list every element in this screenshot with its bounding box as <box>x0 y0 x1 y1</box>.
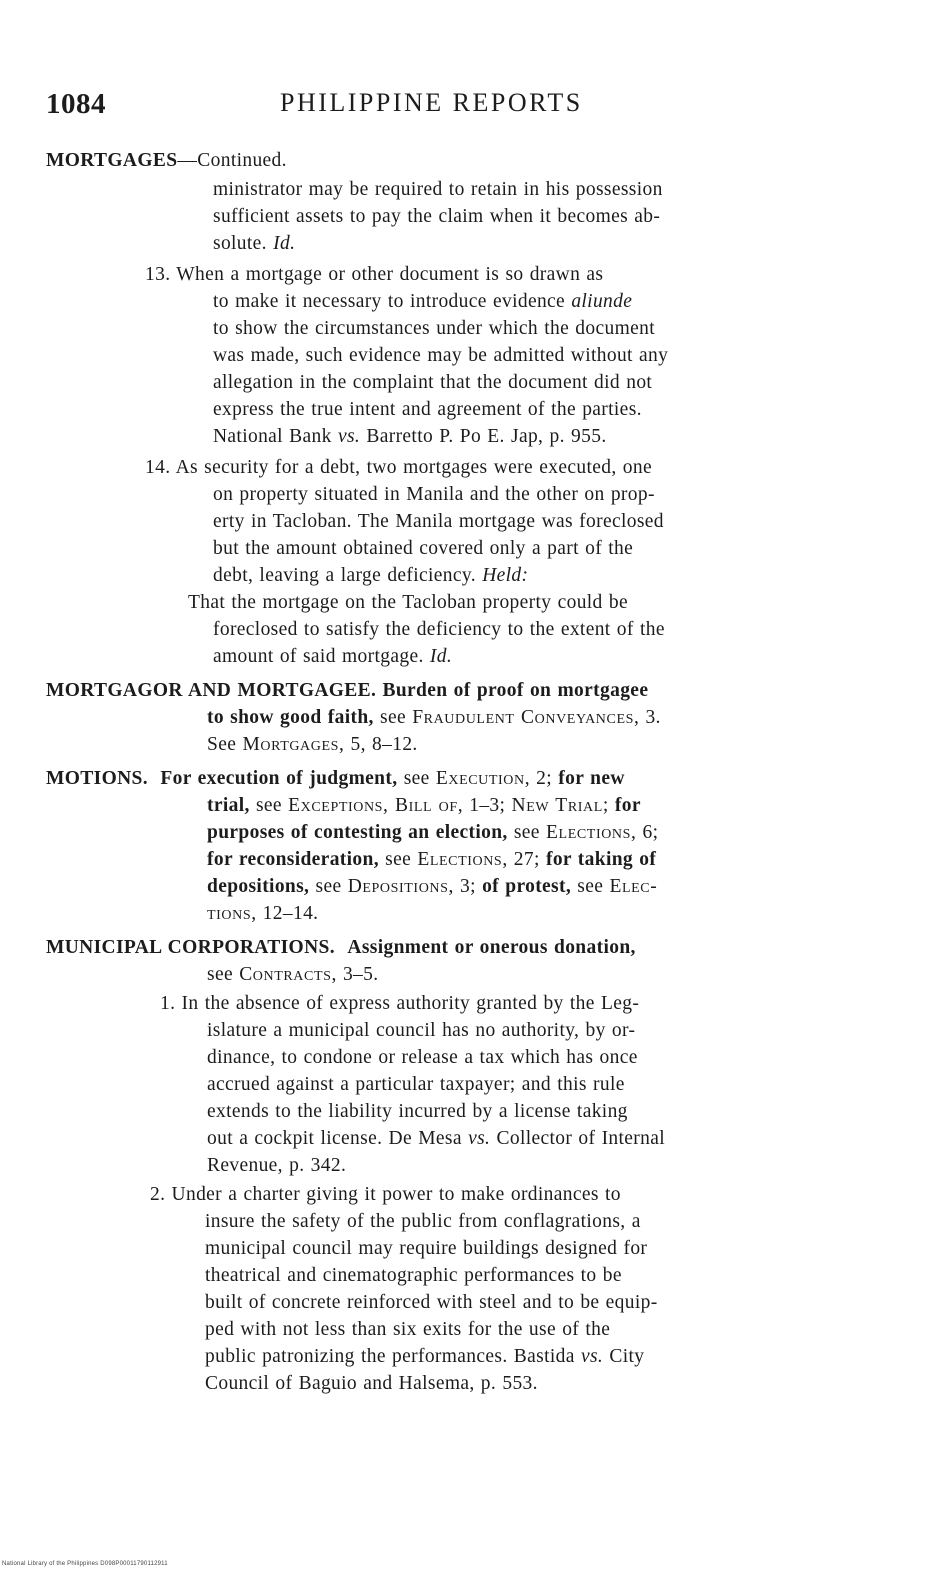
reference-number: , 5, 8–12. <box>339 734 418 755</box>
see-label: see <box>577 876 604 897</box>
held-label: Held: <box>482 565 529 586</box>
text-line <box>213 562 528 589</box>
text-line: foreclosed to satisfy the deficiency to the extent of the <box>213 619 665 640</box>
bold-subject: Assignment or onerous donation, <box>347 937 636 958</box>
see-label: See <box>207 734 237 755</box>
text-line: insure the safety of the public from conflagrations, a <box>205 1211 641 1232</box>
bold-subject: to show good faith, <box>207 707 374 728</box>
text-span: out a cockpit license. De Mesa <box>207 1128 462 1149</box>
bold-subject: for reconsideration, <box>207 849 379 870</box>
cross-reference: tions <box>207 903 252 924</box>
bold-subject: purposes of contesting an election, <box>207 822 508 843</box>
text-line: on property situated in Manila and the other on prop- <box>213 484 655 505</box>
text-span: amount of said mortgage. <box>213 646 424 667</box>
paragraph-14-line: 14. As security for a debt, two mortgages were executed, one <box>145 457 652 478</box>
entry-heading-line <box>46 147 287 174</box>
text-line <box>213 230 295 257</box>
text-span: debt, leaving a large deficiency. <box>213 565 476 586</box>
citation-id: Id. <box>273 233 296 254</box>
text-line: municipal council may require buildings designed for <box>205 1238 648 1259</box>
text-line <box>207 846 656 873</box>
text-line: express the true intent and agreement of the parties. <box>213 399 642 420</box>
text-line <box>207 704 661 731</box>
page-header <box>46 88 646 128</box>
entry-heading: MOTIONS. <box>46 768 148 789</box>
italic-term: aliunde <box>571 291 633 312</box>
text-line <box>207 731 418 758</box>
versus: vs. <box>337 426 361 447</box>
running-title: PHILIPPINE REPORTS <box>280 88 583 117</box>
continued-label: —Continued. <box>177 150 287 171</box>
text-line: theatrical and cinematographic performances to be <box>205 1265 622 1286</box>
bold-subject: For execution of judgment, <box>160 768 398 789</box>
cross-reference: Exceptions, Bill of <box>288 795 458 816</box>
text-line <box>207 873 657 900</box>
cross-reference: Depositions <box>347 876 449 897</box>
entry-heading: MORTGAGES <box>46 150 178 171</box>
bold-subject: Burden of proof on mortgagee <box>382 680 649 701</box>
text-span: Collector of Internal <box>496 1128 666 1149</box>
versus: vs. <box>580 1346 604 1367</box>
cross-reference: Elec- <box>609 876 658 897</box>
see-label: see <box>513 822 540 843</box>
reference-number: , 12–14. <box>251 903 319 924</box>
reference-number: , 3; <box>448 876 476 897</box>
text-line <box>207 961 378 988</box>
text-line: That the mortgage on the Tacloban property could be <box>188 592 628 613</box>
reference-number: , 1–3; <box>457 795 506 816</box>
text-line: was made, such evidence may be admitted without any <box>213 345 669 366</box>
bold-subject: for taking of <box>545 849 657 870</box>
cross-reference: Execution <box>435 768 525 789</box>
entry-heading-line <box>46 934 636 961</box>
entry-heading-line <box>46 677 648 704</box>
text-line <box>207 819 658 846</box>
citation-id: Id. <box>429 646 453 667</box>
text-line <box>213 643 452 670</box>
cross-reference: Fraudulent Conveyances <box>412 707 634 728</box>
text-line: erty in Tacloban. The Manila mortgage was foreclosed <box>213 511 664 532</box>
text-line: to show the circumstances under which the document <box>213 318 656 339</box>
text-line: Council of Baguio and Halsema, p. 553. <box>205 1373 538 1394</box>
bold-subject: trial, <box>207 795 250 816</box>
text-line: ped with not less than six exits for the use of the <box>205 1319 611 1340</box>
text-line: accrued against a particular taxpayer; and this rule <box>207 1074 625 1095</box>
paragraph-13-line: 13. When a mortgage or other document is so drawn as <box>145 264 604 285</box>
cross-reference: Elections <box>417 849 503 870</box>
cross-reference: Elections <box>546 822 632 843</box>
paragraph-2-line: 2. Under a charter giving it power to make ordinances to <box>150 1184 621 1205</box>
text-line: sufficient assets to pay the claim when it becomes ab- <box>213 206 661 227</box>
text-span: Barretto P. Po E. Jap, p. 955. <box>366 426 607 447</box>
paragraph-1-line: 1. In the absence of express authority granted by the Leg- <box>160 993 640 1014</box>
citation-line <box>205 1343 644 1370</box>
see-label: see <box>380 707 406 728</box>
reference-number: , 2; <box>524 768 553 789</box>
see-label: see <box>315 876 342 897</box>
entry-heading: MORTGAGOR AND MORTGAGEE. <box>46 680 377 701</box>
cross-reference: Mortgages <box>242 734 340 755</box>
citation-line <box>213 423 607 450</box>
see-label: see <box>385 849 412 870</box>
text-line: built of concrete reinforced with steel and to be equip- <box>205 1292 658 1313</box>
reference-number: , 3. <box>634 707 661 728</box>
bold-subject: for <box>614 795 641 816</box>
text-span: public patronizing the performances. Bastida <box>205 1346 575 1367</box>
text-line: Revenue, p. 342. <box>207 1155 347 1176</box>
text-line <box>213 288 632 315</box>
bold-subject: depositions, <box>207 876 310 897</box>
text-line: extends to the liability incurred by a license taking <box>207 1101 628 1122</box>
entry-heading-line <box>46 765 625 792</box>
see-label: see <box>255 795 282 816</box>
versus: vs. <box>468 1128 491 1149</box>
text-span: National Bank <box>213 426 332 447</box>
bold-subject: of protest, <box>482 876 572 897</box>
cross-reference: Contracts <box>239 964 332 985</box>
reference-number: , 27; <box>502 849 540 870</box>
reference-number: , 6; <box>631 822 659 843</box>
text-line: allegation in the complaint that the document did not <box>213 372 653 393</box>
reference-number: , 3–5. <box>331 964 379 985</box>
text-line <box>207 900 318 927</box>
citation-line <box>207 1125 665 1152</box>
text-line <box>207 792 641 819</box>
entry-heading: MUNICIPAL CORPORATIONS. <box>46 937 335 958</box>
text-line: ministrator may be required to retain in his possession <box>213 179 663 200</box>
punctuation: ; <box>602 795 609 816</box>
text-line: islature a municipal council has no authority, by or- <box>207 1020 636 1041</box>
bold-subject: for new <box>558 768 625 789</box>
scan-footer: National Library of the Philippines D098P00011790112911 <box>2 1561 168 1567</box>
text-line: dinance, to condone or release a tax which has once <box>207 1047 638 1068</box>
text-line: but the amount obtained covered only a part of the <box>213 538 634 559</box>
text-span: City <box>609 1346 645 1367</box>
page-number: 1084 <box>46 88 106 120</box>
see-label: see <box>207 964 233 985</box>
see-label: see <box>403 768 430 789</box>
text-span: to make it necessary to introduce evidence <box>213 291 566 312</box>
text-span: solute. <box>213 233 267 254</box>
cross-reference: New Trial <box>511 795 603 816</box>
